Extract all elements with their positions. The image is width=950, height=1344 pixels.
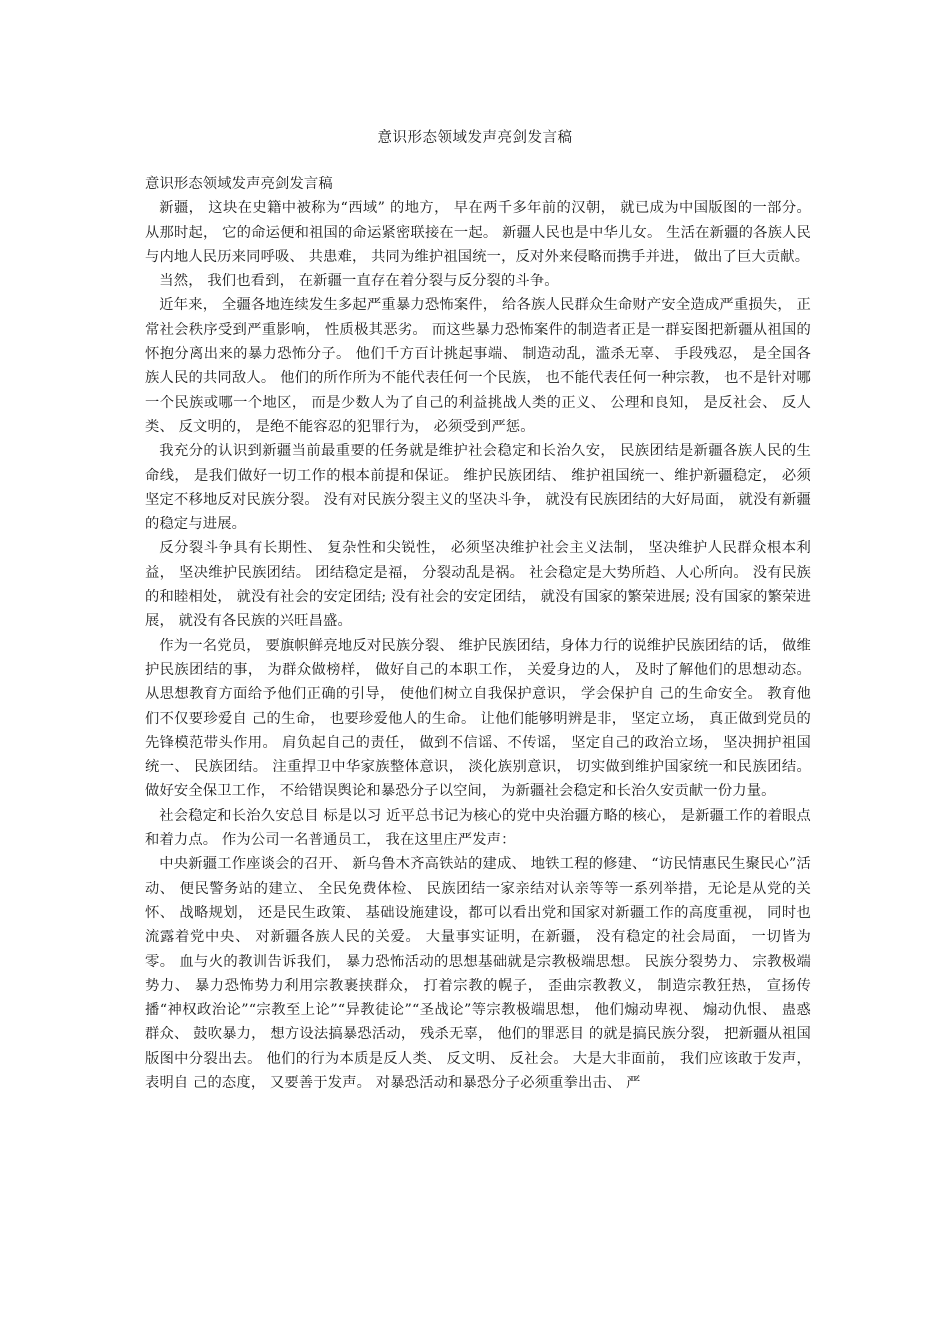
paragraph-4: 我充分的认识到新疆当前最重要的任务就是维护社会稳定和长治久安， 民族团结是新疆各族人民的生命线， 是我们做好一切工作的根本前提和保证。 维护民族团结、 维护祖国统一、维护新疆稳定， 必须坚定不移地反对民族分裂。 没有对民族分裂主义的坚决斗争， 就没有民族团结的大好局面， 就没有新疆的稳定与进展。 [145, 443, 811, 533]
document-body [145, 172, 811, 1095]
paragraph-2: 当然， 我们也看到， 在新疆一直存在着分裂与反分裂的斗争。 [159, 273, 559, 290]
paragraph-7: 社会稳定和长治久安总目 标是以习 近平总书记为核心的党中央治疆方略的核心， 是新疆工作的着眼点和着力点。 作为公司一名普通员工， 我在这里庄严发声： [145, 807, 811, 849]
document-subtitle: 意识形态领域发声亮剑发言稿 [145, 176, 333, 192]
paragraph-3: 近年来， 全疆各地连续发生多起严重暴力恐怖案件， 给各族人民群众生命财产安全造成严重损失， 正常社会秩序受到严重影响， 性质极其恶劣。 而这些暴力恐怖案件的制造者正是一群妄图把新疆从祖国的怀抱分离出来的暴力恐怖分子。 他们千方百计挑起事端、 制造动乱，滥杀无辜、 手段残忍， 是全国各族人民的共同敌人。 他们的所作所为不能代表任何一个民族， 也不能代表任何一种宗教， 也不是针对哪一个民族或哪一个地区， 而是少数人为了自己的利益挑战人类的正义、 公理和良知， 是反社会、 反人类、 反文明的， 是绝不能容忍的犯罪行为， 必须受到严惩。 [145, 297, 811, 435]
document-title: 意识形态领域发声亮剑发言稿 [377, 130, 573, 146]
paragraph-1: 新疆， 这块在史籍中被称为“西域” 的地方， 早在两千多年前的汉朝， 就已成为中国版图的一部分。 从那时起， 它的命运便和祖国的命运紧密联接在一起。 新疆人民也是中华儿女。 生活在新疆的各族人民与内地人民历来同呼吸、 共患难， 共同为维护祖国统一，反对外来侵略而携手并进， 做出了巨大贡献。 [145, 200, 811, 265]
paragraph-5: 反分裂斗争具有长期性、 复杂性和尖锐性， 必须坚决维护社会主义法制， 坚决维护人民群众根本利益， 坚决维护民族团结。 团结稳定是福， 分裂动乱是祸。 社会稳定是大势所趋、人心所向。 没有民族的和睦相处， 就没有社会的安定团结; 没有社会的安定团结， 就没有国家的繁荣进展; 没有国家的繁荣进展， 就没有各民族的兴旺昌盛。 [145, 540, 811, 630]
paragraph-8: 中央新疆工作座谈会的召开、 新乌鲁木齐高铁站的建成、 地铁工程的修建、 “访民情惠民生聚民心”活动、 便民警务站的建立、 全民免费体检、 民族团结一家亲结对认亲等等一系列举措，无论是从党的关怀、 战略规划， 还是民生政策、 基础设施建设，都可以看出党和国家对新疆工作的高度重视， 同时也流露着党中央、 对新疆各族人民的关爱。 大量事实证明，在新疆， 没有稳定的社会局面， 一切皆为零。 血与火的教训告诉我们， 暴力恐怖活动的思想基础就是宗教极端思想。 民族分裂势力、 宗教极端势力、 暴力恐怖势力利用宗教裹挟群众， 打着宗教的幌子， 歪曲宗教教义， 制造宗教狂热， 宣扬传播“神权政治论”“宗教至上论”“异教徒论”“圣战论”等宗教极端思想， 他们煽动卑视、 煽动仇恨、 蛊惑群众、 鼓吹暴力， 想方设法搞暴恐活动， 残杀无辜， 他们的罪恶目 的就是搞民族分裂， 把新疆从祖国版图中分裂出去。 他们的行为本质是反人类、 反文明、 反社会。 大是大非面前， 我们应该敢于发声， 表明自 己的态度， 又要善于发声。 对暴恐活动和暴恐分子必须重拳出击、 严 [145, 856, 811, 1091]
paragraph-6: 作为一名党员， 要旗帜鲜亮地反对民族分裂、 维护民族团结，身体力行的说维护民族团结的话， 做维护民族团结的事， 为群众做榜样， 做好自己的本职工作， 关爱身边的人， 及时了解他们的思想动态。 从思想教育方面给予他们正确的引导， 使他们树立自我保护意识， 学会保护自 己的生命安全。 教育他们不仅要珍爱自 己的生命， 也要珍爱他人的生命。 让他们能够明辨是非， 坚定立场， 真正做到党员的先锋模范带头作用。 肩负起自己的责任， 做到不信谣、不传谣， 坚定自己的政治立场， 坚决拥护祖国统一、 民族团结。 注重捍卫中华家族整体意识， 淡化族别意识， 切实做到维护国家统一和民族团结。 做好安全保卫工作， 不给错误舆论和暴恐分子以空间， 为新疆社会稳定和长治久安贡献一份力量。 [145, 637, 811, 800]
